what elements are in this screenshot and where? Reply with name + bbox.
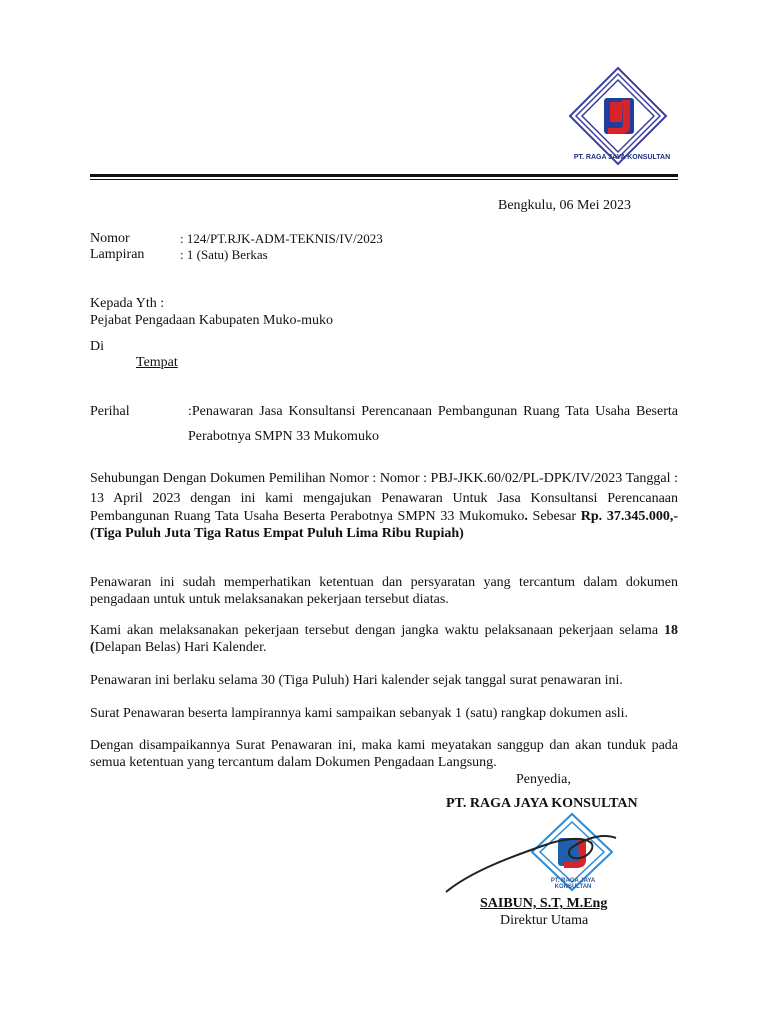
perihal-line-1: :Penawaran Jasa Konsultansi Perencanaan Pembangunan Ruang Tata Usaha Beserta [188, 404, 678, 419]
para3-line2-text: Delapan Belas) Hari Kalender. [94, 640, 267, 655]
para5: Surat Penawaran beserta lampirannya kami sampaikan sebanyak 1 (satu) rangkap dokumen asli. [90, 706, 629, 721]
header-rule-thin [90, 179, 678, 180]
stamp-caption: PT. RAGA JAYA KONSULTAN [550, 878, 596, 890]
signatory-name: SAIBUN, S.T, M.Eng [480, 896, 608, 911]
para2-line1: Penawaran ini sudah memperhatikan ketentuan dan persyaratan yang tercantum dalam dokumen [90, 575, 678, 590]
para3-line1 [90, 622, 678, 640]
para1-line3 [90, 508, 678, 526]
para4: Penawaran ini berlaku selama 30 (Tiga Puluh) Hari kalender sejak tanggal surat penawaran ini. [90, 673, 623, 688]
place-date: Bengkulu, 06 Mei 2023 [498, 198, 631, 213]
para6-line2: semua ketentuan yang tercantum dalam Dokumen Pengadaan Langsung. [90, 755, 497, 770]
penyedia-label: Penyedia, [516, 772, 571, 787]
para1-line1: Sehubungan Dengan Dokumen Pemilihan Nomor : Nomor : PBJ-JKK.60/02/PL-DPK/IV/2023 Tanggal : [90, 471, 678, 486]
company-logo [568, 66, 676, 172]
para3-paren: ( [90, 640, 95, 655]
para3-line1-text: Kami akan melaksanakan pekerjaan tersebut dengan jangka waktu pelaksanaan pekerjaan selama [90, 623, 664, 638]
duration-days: 18 [664, 623, 678, 638]
signature-company: PT. RAGA JAYA KONSULTAN [446, 796, 638, 811]
para1-line3-sebesar: Sebesar [527, 509, 581, 524]
para1-line3-text: Pembangunan Ruang Tata Usaha Beserta Perabotnya SMPN 33 Mukomuko [90, 509, 525, 524]
perihal-label: Perihal [90, 404, 130, 419]
recipient-di: Di [90, 339, 104, 354]
para6-line1: Dengan disampaikannya Surat Penawaran ini, maka kami meyatakan sanggup dan akan tunduk pada [90, 738, 678, 753]
offer-amount: Rp. 37.345.000,- [580, 509, 679, 524]
recipient-greeting: Kepada Yth : [90, 296, 165, 311]
offer-amount-words: (Tiga Puluh Juta Tiga Ratus Empat Puluh Lima Ribu Rupiah) [90, 526, 464, 541]
para1-line2: 13 April 2023 dengan ini kami mengajukan Penawaran Untuk Jasa Konsultansi Perencanaan [90, 491, 678, 506]
para3-line2 [90, 639, 678, 657]
logo-caption: PT. RAGA JAYA KONSULTAN [573, 154, 671, 161]
perihal-line-2: Perabotnya SMPN 33 Mukomuko [188, 429, 379, 444]
recipient-tempat: Tempat [136, 355, 178, 370]
company-stamp [440, 812, 630, 898]
signatory-title: Direktur Utama [500, 913, 589, 928]
lampiran-value: : 1 (Satu) Berkas [180, 247, 268, 262]
para1-line3-dot: . [524, 509, 528, 524]
recipient-name: Pejabat Pengadaan Kabupaten Muko-muko [90, 313, 333, 328]
nomor-label: Nomor [90, 231, 130, 246]
lampiran-label: Lampiran [90, 247, 145, 262]
para2-line2: pengadaan untuk untuk melaksanakan pekerjaan tersebut diatas. [90, 592, 449, 607]
header-rule [90, 174, 678, 177]
nomor-value: : 124/PT.RJK-ADM-TEKNIS/IV/2023 [180, 231, 383, 246]
